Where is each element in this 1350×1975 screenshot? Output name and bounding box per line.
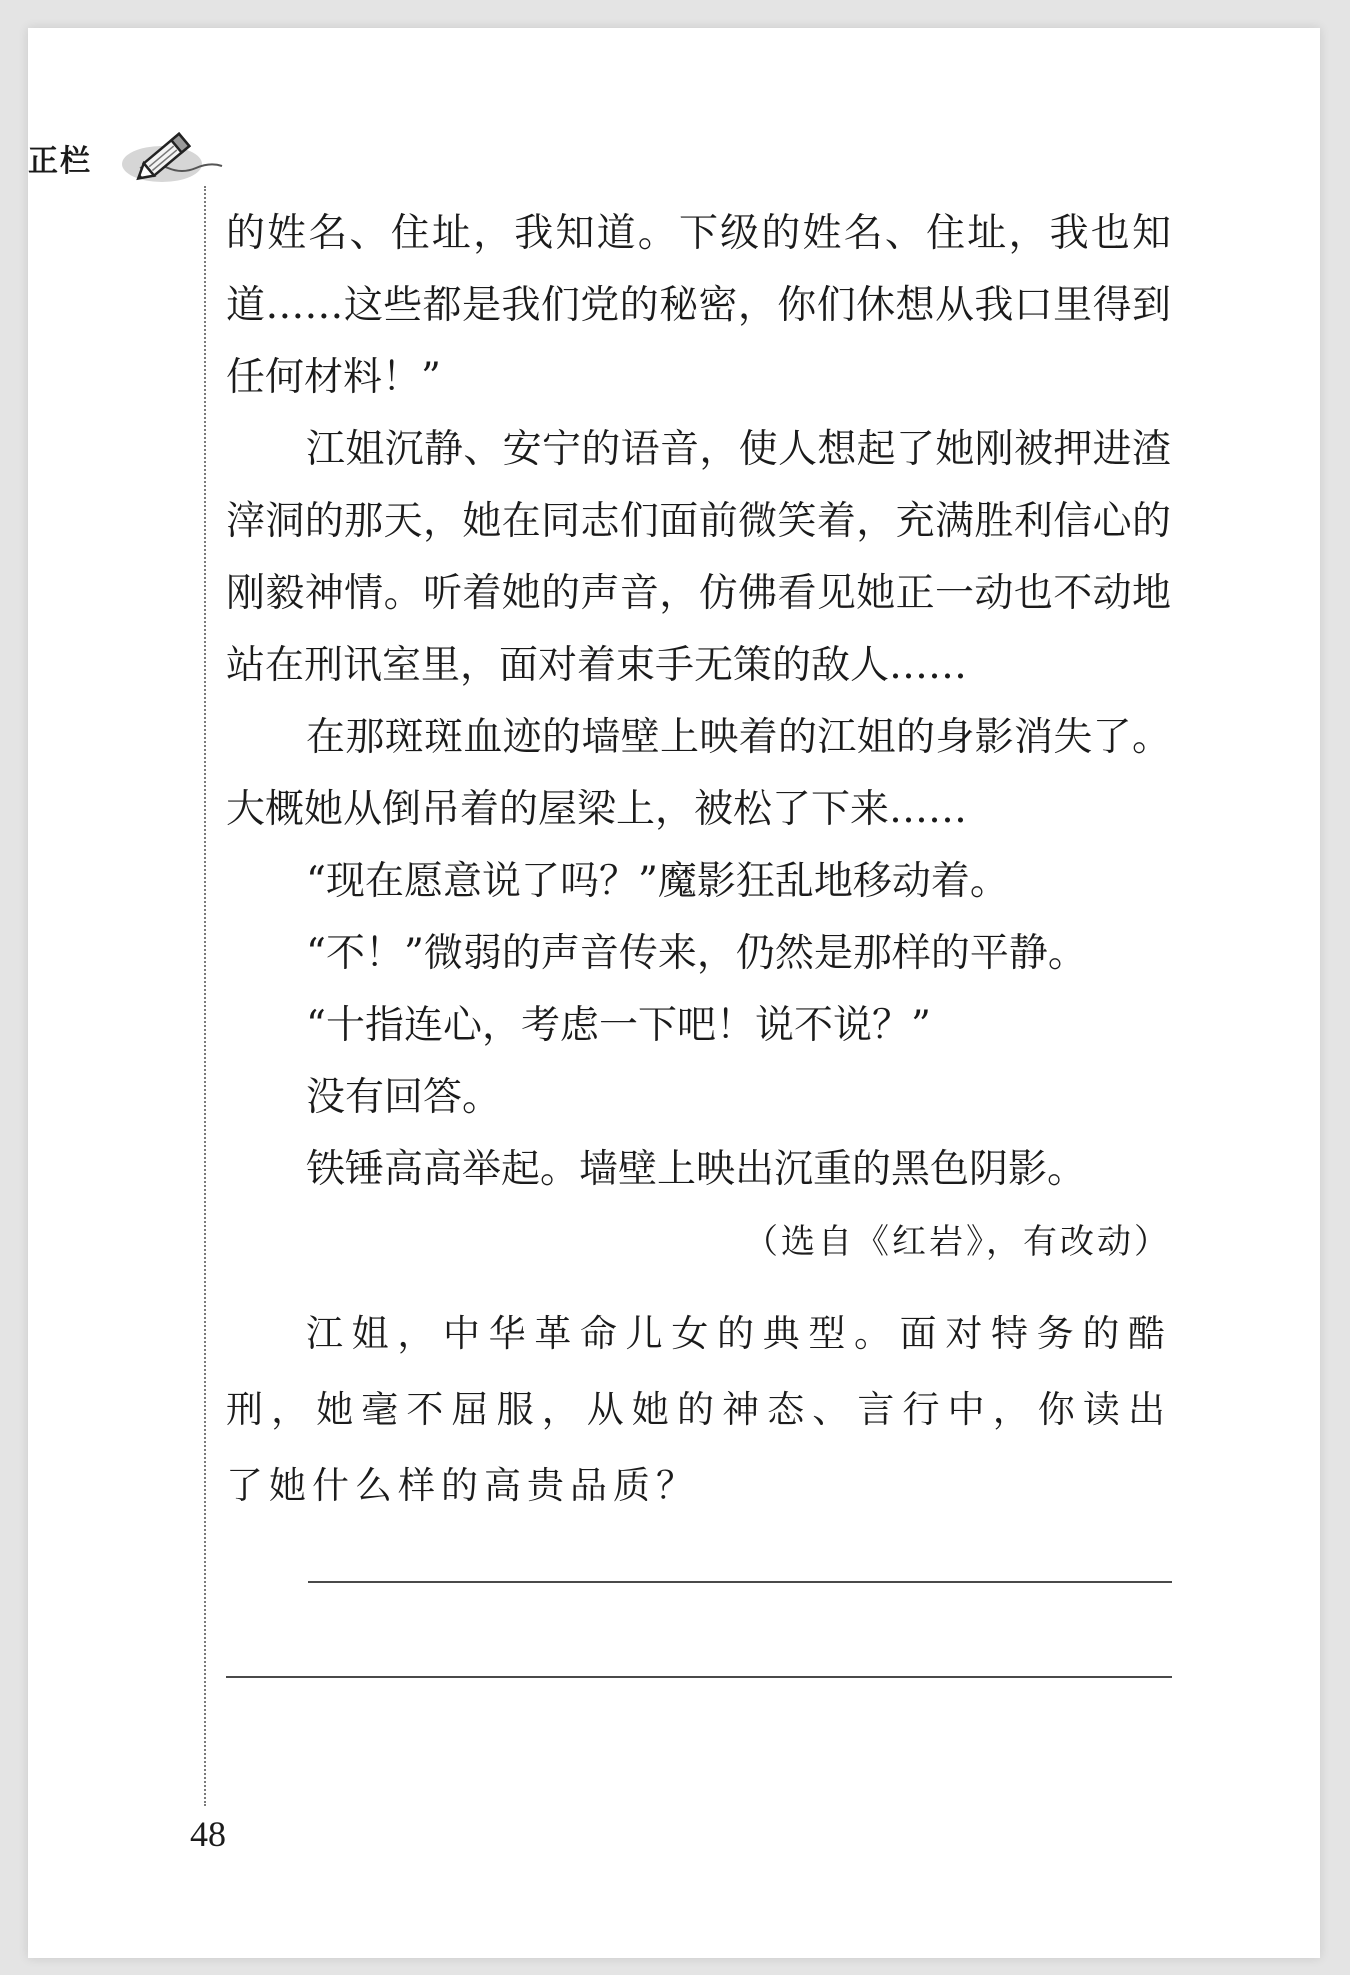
passage-paragraph: 铁锤高高举起。墙壁上映出沉重的黑色阴影。	[306, 1147, 1087, 1192]
question-prompt: 江姐，中华革命儿女的典型。面对特务的酷刑，她毫不屈服，从她的神态、言行中，你读出了她什么样的高贵品质？	[226, 1312, 1171, 1507]
passage-paragraph: 的姓名、住址，我知道。下级的姓名、住址，我也知道……这些都是我们党的秘密，你们休想从我口里得到任何材料！”	[226, 211, 1171, 400]
source-citation: （选自《红岩》，有改动）	[744, 1222, 1171, 1262]
page-number: 48	[190, 1814, 226, 1854]
page	[28, 28, 1320, 1958]
answer-line[interactable]	[308, 1581, 1172, 1583]
answer-line[interactable]	[226, 1676, 1172, 1678]
passage-paragraph: “不！”微弱的声音传来，仍然是那样的平静。	[306, 931, 1087, 976]
passage-paragraph: 没有回答。	[306, 1075, 502, 1120]
passage-paragraph: 在那斑斑血迹的墙壁上映着的江姐的身影消失了。大概她从倒吊着的屋梁上，被松了下来……	[226, 715, 1171, 832]
passage-paragraph: “现在愿意说了吗？”魔影狂乱地移动着。	[306, 859, 1009, 904]
passage-paragraph: 江姐沉静、安宁的语音，使人想起了她刚被押进渣滓洞的那天，她在同志们面前微笑着，充满胜利信心的刚毅神情。听着她的声音，仿佛看见她正一动也不动地站在刑讯室里，面对着束手无策的敌人……	[226, 427, 1171, 688]
passage-paragraph: “十指连心，考虑一下吧！说不说？”	[306, 1003, 931, 1048]
margin-divider	[204, 186, 206, 1806]
pencil-icon	[110, 116, 226, 196]
section-header	[28, 116, 228, 206]
reading-passage	[226, 198, 1171, 1524]
section-label: 正栏	[28, 144, 92, 179]
